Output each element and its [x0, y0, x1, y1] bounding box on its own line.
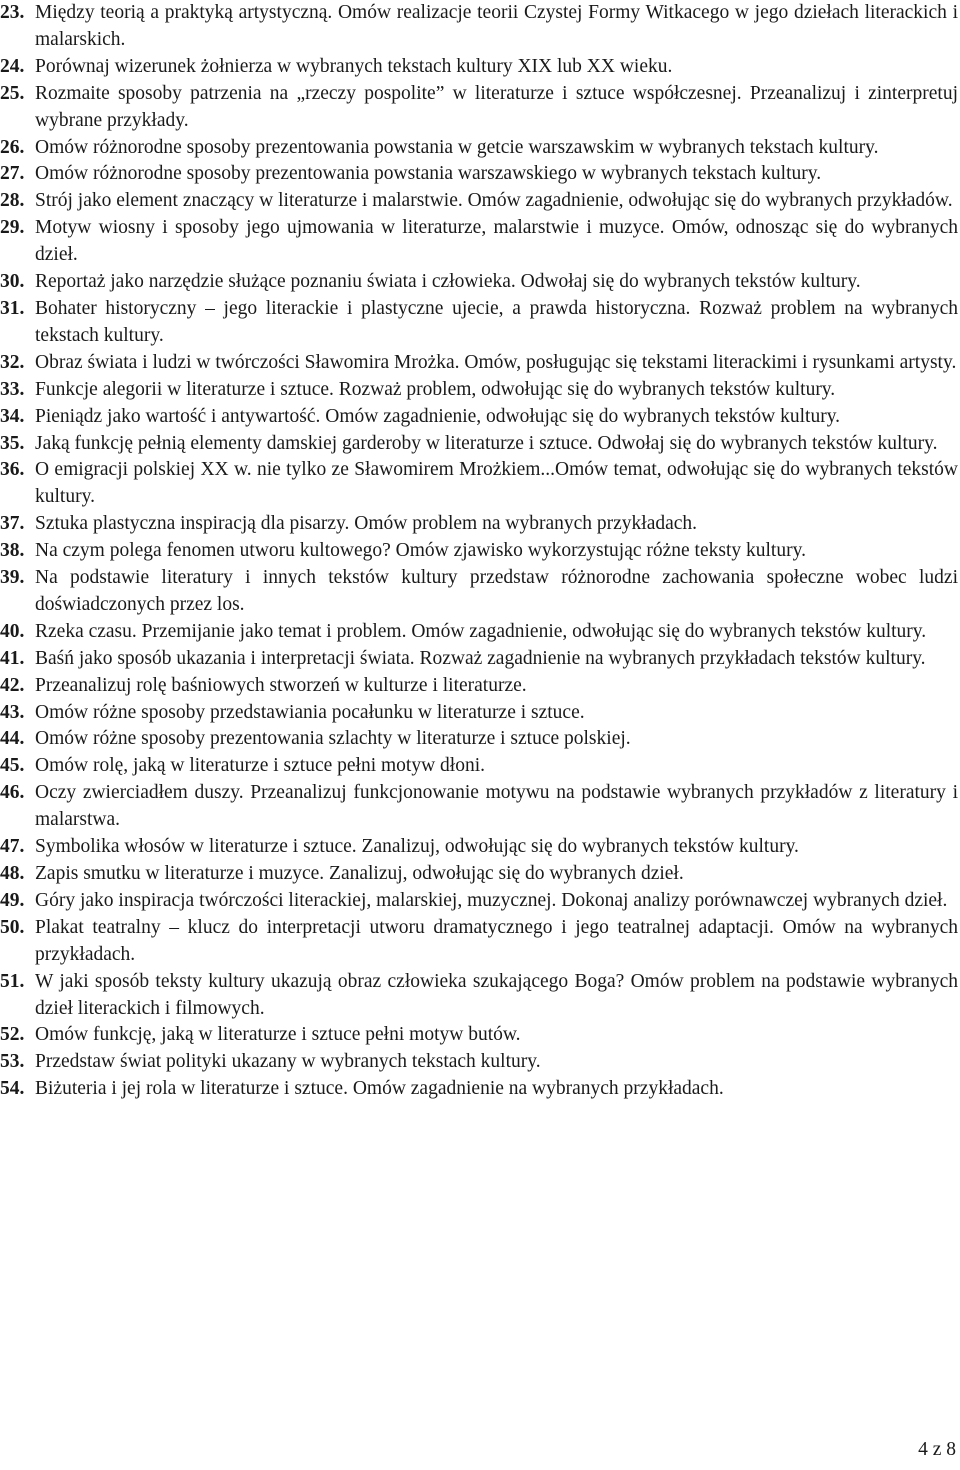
topic-text: Rozmaite sposoby patrzenia na „rzeczy pospolite” w literaturze i sztuce współczesnej. Przeanalizuj i zinterpretuj wybrane przykłady.: [35, 82, 958, 131]
topic-text: Strój jako element znaczący w literaturze i malarstwie. Omów zagadnienie, odwołując się do wybranych przykładów.: [35, 190, 953, 212]
topic-text: Omów różne sposoby prezentowania szlachty w literaturze i sztuce polskiej.: [35, 728, 631, 750]
topic-text: Sztuka plastyczna inspiracją dla pisarzy. Omów problem na wybranych przykładach.: [35, 513, 698, 535]
topic-text: Omów funkcję, jaką w literaturze i sztuce pełni motyw butów.: [35, 1024, 521, 1046]
topic-text: Plakat teatralny – klucz do interpretacji utworu dramatycznego i jego teatralnej adaptacji. Omów na wybranych przykładach.: [35, 916, 958, 965]
list-item: [0, 161, 958, 188]
topic-text: Między teorią a praktyką artystyczną. Omów realizacje teorii Czystej Formy Witkacego w jego dziełach literackich i malarskich.: [35, 2, 958, 50]
list-item: [0, 1049, 958, 1076]
page-number: 4 z 8: [918, 1439, 956, 1460]
list-item: [0, 673, 958, 700]
topic-number: 33.: [0, 378, 25, 400]
topic-text: Bohater historyczny – jego literackie i plastyczne ujecie, a prawda historyczna. Rozważ problem na wybranych tekstach kultury.: [35, 297, 958, 346]
topic-text: W jaki sposób teksty kultury ukazują obraz człowieka szukającego Boga? Omów problem na podstawie wybranych dzieł literackich i filmowych.: [35, 970, 958, 1019]
list-item: [0, 700, 958, 727]
topic-number: 31.: [0, 297, 25, 319]
list-item: [0, 780, 958, 834]
list-item: [0, 511, 958, 538]
topic-text: Omów różnorodne sposoby prezentowania powstania warszawskiego w wybranych tekstach kultury.: [35, 163, 822, 185]
topic-text: Na czym polega fenomen utworu kultowego? Omów zjawisko wykorzystując różne teksty kultury.: [35, 540, 806, 562]
list-item: [0, 81, 958, 135]
topic-text: Omów różnorodne sposoby prezentowania powstania w getcie warszawskim w wybranych tekstach kultury.: [35, 136, 879, 158]
topic-number: 48.: [0, 863, 25, 884]
list-item: [0, 188, 958, 215]
topic-number: 38.: [0, 540, 25, 562]
list-item: [0, 269, 958, 296]
list-item: [0, 1076, 958, 1103]
topic-number: 52.: [0, 1024, 25, 1046]
list-item: [0, 135, 958, 162]
topic-number: 46.: [0, 782, 25, 804]
list-item: [0, 861, 958, 888]
topic-number: 45.: [0, 755, 25, 777]
topic-text: Zapis smutku w literaturze i muzyce. Zanalizuj, odwołując się do wybranych dzieł.: [35, 863, 684, 884]
topic-text: Motyw wiosny i sposoby jego ujmowania w literaturze, malarstwie i muzyce. Omów, odnosząc się do wybranych dzieł.: [35, 217, 958, 266]
topic-number: 50.: [0, 916, 25, 938]
topic-text: Obraz świata i ludzi w twórczości Sławomira Mrożka. Omów, posługując się tekstami literackimi i rysunkami artysty.: [35, 351, 957, 373]
list-item: [0, 215, 958, 269]
topic-text: Baśń jako sposób ukazania i interpretacji świata. Rozważ zagadnienie na wybranych przykładach tekstów kultury.: [35, 647, 926, 669]
topic-number: 43.: [0, 701, 25, 723]
topic-text: Przeanalizuj rolę baśniowych stworzeń w kulturze i literaturze.: [35, 674, 527, 696]
list-item: [0, 54, 958, 81]
list-item: [0, 350, 958, 377]
topic-text: Rzeka czasu. Przemijanie jako temat i problem. Omów zagadnienie, odwołując się do wybranych tekstów kultury.: [35, 620, 927, 642]
topic-number: 49.: [0, 889, 25, 911]
topic-text: O emigracji polskiej XX w. nie tylko ze Sławomirem Mrożkiem...Omów temat, odwołując się do wybranych tekstów kultury.: [35, 459, 958, 508]
list-item: [0, 0, 958, 54]
list-item: [0, 753, 958, 780]
topic-number: 25.: [0, 82, 25, 104]
topic-number: 47.: [0, 836, 25, 858]
list-item: [0, 888, 958, 915]
topic-number: 54.: [0, 1078, 25, 1100]
list-item: [0, 646, 958, 673]
list-item: [0, 969, 958, 1023]
list-item: [0, 296, 958, 350]
topic-number: 30.: [0, 271, 25, 293]
list-item: [0, 565, 958, 619]
list-item: [0, 1022, 958, 1049]
topic-number: 41.: [0, 647, 25, 669]
topic-number: 44.: [0, 728, 25, 750]
topic-number: 35.: [0, 432, 25, 454]
topic-number: 32.: [0, 351, 25, 373]
topic-number: 42.: [0, 674, 25, 696]
topic-text: Omów różne sposoby przedstawiania pocałunku w literaturze i sztuce.: [35, 701, 585, 723]
topic-number: 26.: [0, 136, 25, 158]
list-item: [0, 538, 958, 565]
topic-number: 40.: [0, 620, 25, 642]
topic-number: 34.: [0, 405, 25, 427]
topic-number: 24.: [0, 55, 25, 77]
topic-number: 23.: [0, 2, 25, 23]
topic-number: 37.: [0, 513, 25, 535]
list-item: [0, 404, 958, 431]
topic-number: 39.: [0, 567, 25, 589]
topic-text: Góry jako inspiracja twórczości literackiej, malarskiej, muzycznej. Dokonaj analizy porównawczej wybranych dzieł.: [35, 889, 948, 911]
topic-text: Omów rolę, jaką w literaturze i sztuce pełni motyw dłoni.: [35, 755, 485, 777]
list-item: [0, 834, 958, 861]
topic-number: 29.: [0, 217, 25, 239]
topic-text: Oczy zwierciadłem duszy. Przeanalizuj funkcjonowanie motywu na podstawie wybranych przykładów z literatury i malarstwa.: [35, 782, 958, 831]
topic-text: Reportaż jako narzędzie służące poznaniu świata i człowieka. Odwołaj się do wybranych tekstów kultury.: [35, 271, 861, 293]
list-item: [0, 377, 958, 404]
list-item: [0, 457, 958, 511]
list-item: [0, 619, 958, 646]
list-item: [0, 431, 958, 458]
topic-text: Funkcje alegorii w literaturze i sztuce. Rozważ problem, odwołując się do wybranych tekstów kultury.: [35, 378, 836, 400]
topic-text: Przedstaw świat polityki ukazany w wybranych tekstach kultury.: [35, 1051, 541, 1073]
topic-text: Na podstawie literatury i innych tekstów kultury przedstaw różnorodne zachowania społeczne wobec ludzi doświadczonych przez los.: [35, 567, 958, 615]
topic-text: Porównaj wizerunek żołnierza w wybranych tekstach kultury XIX lub XX wieku.: [35, 55, 673, 77]
topic-text: Jaką funkcję pełnią elementy damskiej garderoby w literaturze i sztuce. Odwołaj się do wybranych tekstów kultury.: [35, 432, 938, 454]
topic-text: Symbolika włosów w literaturze i sztuce. Zanalizuj, odwołując się do wybranych tekstów kultury.: [35, 836, 799, 858]
topic-number: 27.: [0, 163, 25, 185]
topic-number: 53.: [0, 1051, 25, 1073]
topic-number: 51.: [0, 970, 25, 992]
topic-number: 36.: [0, 459, 25, 481]
topic-text: Pieniądz jako wartość i antywartość. Omów zagadnienie, odwołując się do wybranych tekstów kultury.: [35, 405, 841, 427]
topic-number: 28.: [0, 190, 25, 212]
list-item: [0, 915, 958, 969]
topic-text: Biżuteria i jej rola w literaturze i sztuce. Omów zagadnienie na wybranych przykładach.: [35, 1078, 724, 1100]
list-item: [0, 726, 958, 753]
